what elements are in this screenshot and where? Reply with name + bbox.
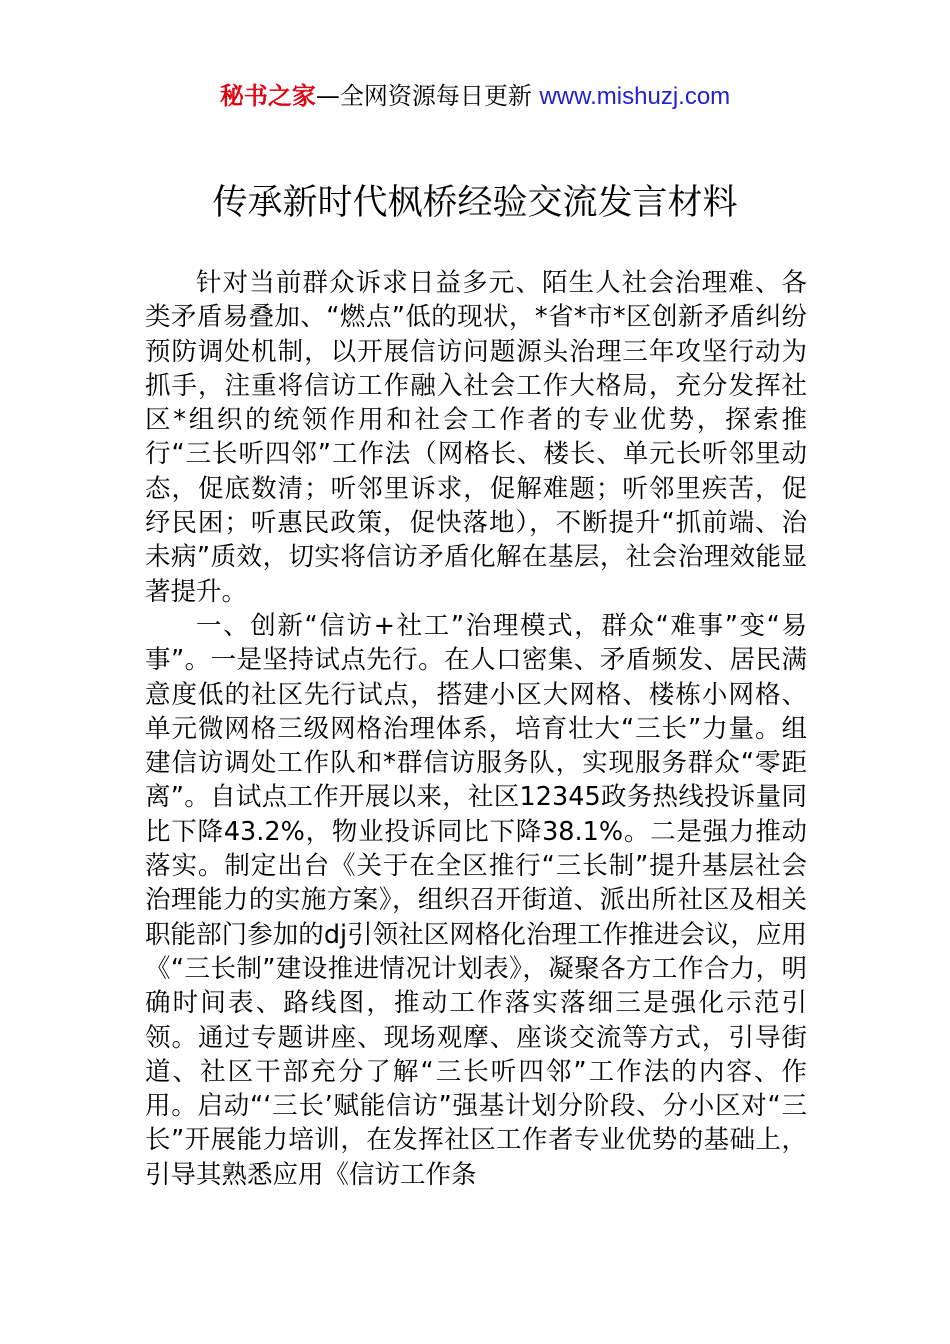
document-title: 传承新时代枫桥经验交流发言材料 xyxy=(212,183,738,223)
site-url-link[interactable]: www.mishuzj.com xyxy=(539,83,731,110)
header-tagline: —全网资源每日更新 xyxy=(315,82,540,110)
site-header xyxy=(0,78,950,115)
paragraph-section-one: 一、创新“信访+社工”治理模式，群众“难事”变“易事”。一是坚持试点先行。在人口密集、矛盾频发、居民满意度低的社区先行试点，搭建小区大网格、楼栋小网格、单元微网格三级网格治理体系，培育壮大“三长”力量。组建信访调处工作队和*群信访服务队，实现服务群众“零距离”。自试点工作开展以来，社区12345政务热线投诉量同比下降43.2%，物业投诉同比下降38.1%。二是强力推动落实。制定出台《关于在全区推行“三长制”提升基层社会治理能力的实施方案》，组织召开街道、派出所社区及相关职能部门参加的dj引领社区网格化治理工作推进会议，应用《“三长制”建设推进情况计划表》，凝聚各方工作合力，明确时间表、路线图，推动工作落实落细三是强化示范引领。通过专题讲座、现场观摩、座谈交流等方式，引导街道、社区干部充分了解“三长听四邻”工作法的内容、作用。启动“‘三长’赋能信访”强基计划分阶段、分小区对“三长”开展能力培训，在发挥社区工作者专业优势的基础上，引导其熟悉应用《信访工作条 xyxy=(145,610,807,1190)
paragraph-intro: 针对当前群众诉求日益多元、陌生人社会治理难、各类矛盾易叠加、“燃点”低的现状，*省*市*区创新矛盾纠纷预防调处机制，以开展信访问题源头治理三年攻坚行动为抓手，注重将信访工作融入社会工作大格局，充分发挥社区*组织的统领作用和社会工作者的专业优势，探索推行“三长听四邻”工作法（网格长、楼长、单元长听邻里动态，促底数清；听邻里诉求，促解难题；听邻里疾苦，促纾民困；听惠民政策，促快落地），不断提升“抓前端、治未病”质效，切实将信访矛盾化解在基层，社会治理效能显著提升。 xyxy=(145,268,807,607)
brand-name: 秘书之家 xyxy=(219,82,316,110)
document-body xyxy=(145,266,807,1192)
